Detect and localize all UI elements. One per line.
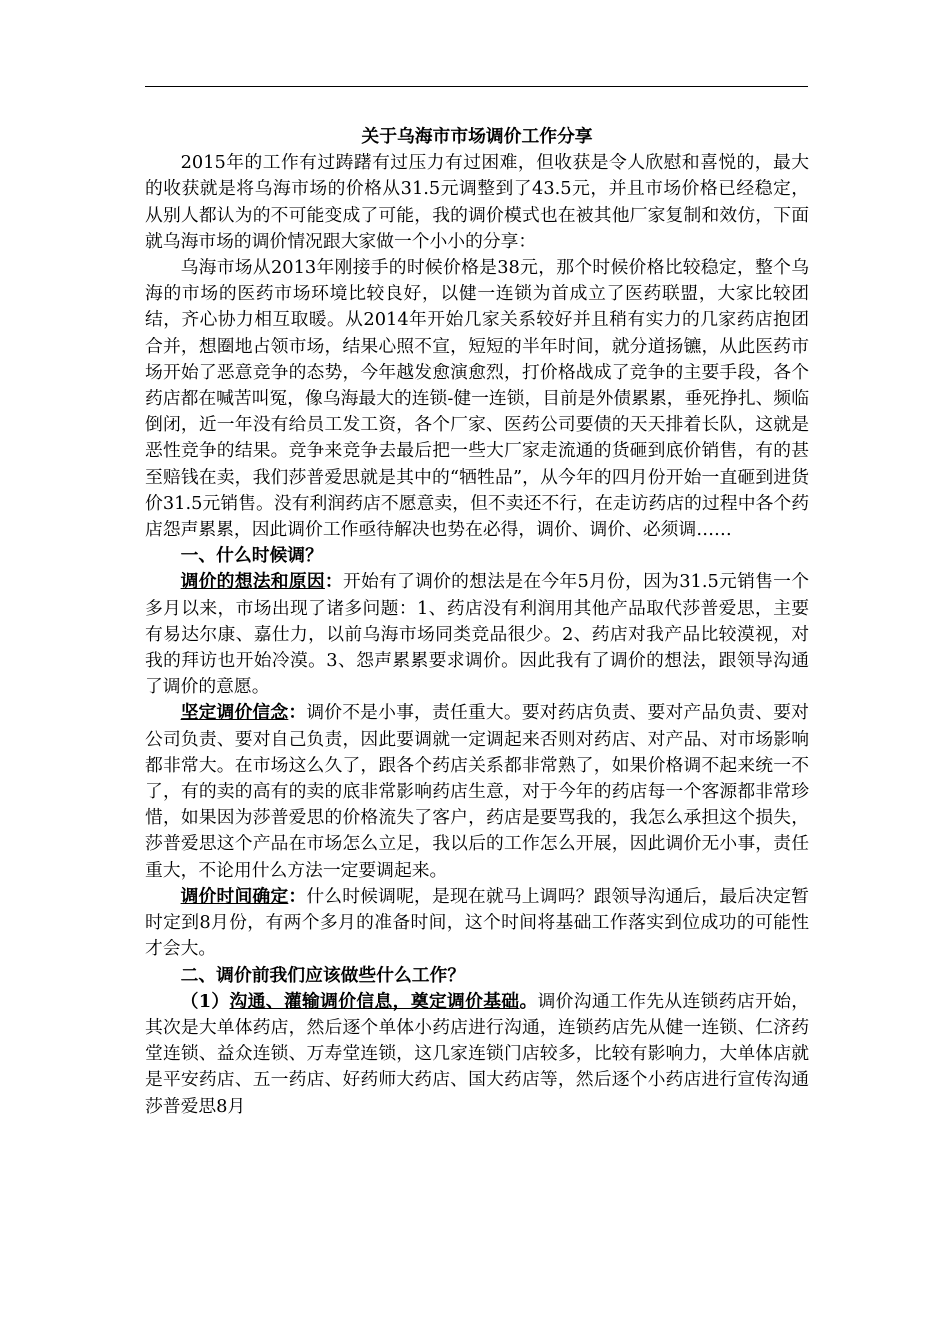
paragraph-belief: 坚定调价信念：调价不是小事，责任重大。要对药店负责、要对产品负责、要对公司负责、要对自己负责，因此要调就一定调起来否则对药店、对产品、对市场影响都非常大。在市场这么久了，跟各个药店关系都非常熟了，如果价格调不起来统一不了，有的卖的高有的卖的底非常影响药店生意，对于今年的药店每一个客源都非常珍惜，如果因为莎普爱思的价格流失了客户，药店是要骂我的，我怎么承担这个损失，莎普爱思这个产品在市场怎么立足，我以后的工作怎么开展，因此调价无小事，责任重大，不论用什么方法一定要调起来。 <box>145 702 809 881</box>
document-body <box>145 124 809 1120</box>
document-title: 关于乌海市市场调价工作分享 <box>361 126 593 147</box>
subheading-reason: 调价的想法和原因 <box>180 571 325 593</box>
paragraph-timing: 调价时间确定：什么时候调呢，是现在就马上调吗？跟领导沟通后，最后决定暂时定到8月份，有两个多月的准备时间，这个时间将基础工作落实到位成功的可能性才会大。 <box>145 885 809 960</box>
section-heading-preparation: 二、调价前我们应该做些什么工作？ <box>180 964 466 986</box>
paragraph-reason: 调价的想法和原因：开始有了调价的想法是在今年5月份，因为31.5元销售一个多月以来，市场出现了诸多问题：1、药店没有利润用其他产品取代莎普爱思，主要有易达尔康、嘉仕力，以前乌海市场同类竞品很少。2、药店对我产品比较漠视，对我的拜访也开始冷漠。3、怨声累累要求调价。因此我有了调价的想法，跟领导沟通了调价的意愿。 <box>145 571 809 698</box>
section-heading-when: 一、什么时候调？ <box>180 545 323 567</box>
subheading-timing: 调价时间确定 <box>180 885 289 907</box>
paragraph-background: 乌海市场从2013年刚接手的时候价格是38元，那个时候价格比较稳定，整个乌海的市场的医药市场环境比较良好，以健一连锁为首成立了医药联盟，大家比较团结，齐心协力相互取暖。从2014年开始几家关系较好并且稍有实力的几家药店抱团合并，想圈地占领市场，结果心照不宣，短短的半年时间，就分道扬镳，从此医药市场开始了恶意竞争的态势，今年越发愈演愈烈，打价格战成了竞争的主要手段，各个药店都在喊苦叫冤，像乌海最大的连锁-健一连锁，目前是外债累累，垂死挣扎、频临倒闭，近一年没有给员工发工资，各个厂家、医药公司要债的天天排着长队，这就是恶性竞争的结果。竞争来竞争去最后把一些大厂家走流通的货砸到底价销售，有的甚至赔钱在卖，我们莎普爱思就是其中的“牺牲品”，从今年的四月份开始一直砸到进货价31.5元销售。没有利润药店不愿意卖，但不卖还不行，在走访药店的过程中各个药店怨声累累，因此调价工作亟待解决也势在必得，调价、调价、必须调…… <box>145 257 809 541</box>
paragraph-intro: 2015年的工作有过踌躇有过压力有过困难，但收获是令人欣慰和喜悦的，最大的收获就是将乌海市场的价格从31.5元调整到了43.5元，并且市场价格已经稳定，从别人都认为的不可能变成了可能，我的调价模式也在被其他厂家复制和效仿，下面就乌海市场的调价情况跟大家做一个小小的分享： <box>145 152 809 252</box>
subheading-belief: 坚定调价信念 <box>180 702 289 724</box>
header-rule <box>145 86 808 87</box>
subheading-communication: 沟通、灌输调价信息，奠定调价基础 <box>229 990 520 1012</box>
paragraph-communication: （1）沟通、灌输调价信息，奠定调价基础。调价沟通工作先从连锁药店开始，其次是大单体药店，然后逐个单体小药店进行沟通，连锁药店先从健一连锁、仁济药堂连锁、益众连锁、万寿堂连锁，这几家连锁门店较多，比较有影响力，大单体店就是平安药店、五一药店、好药师大药店、国大药店等，然后逐个小药店进行宣传沟通莎普爱思8月 <box>145 990 809 1117</box>
